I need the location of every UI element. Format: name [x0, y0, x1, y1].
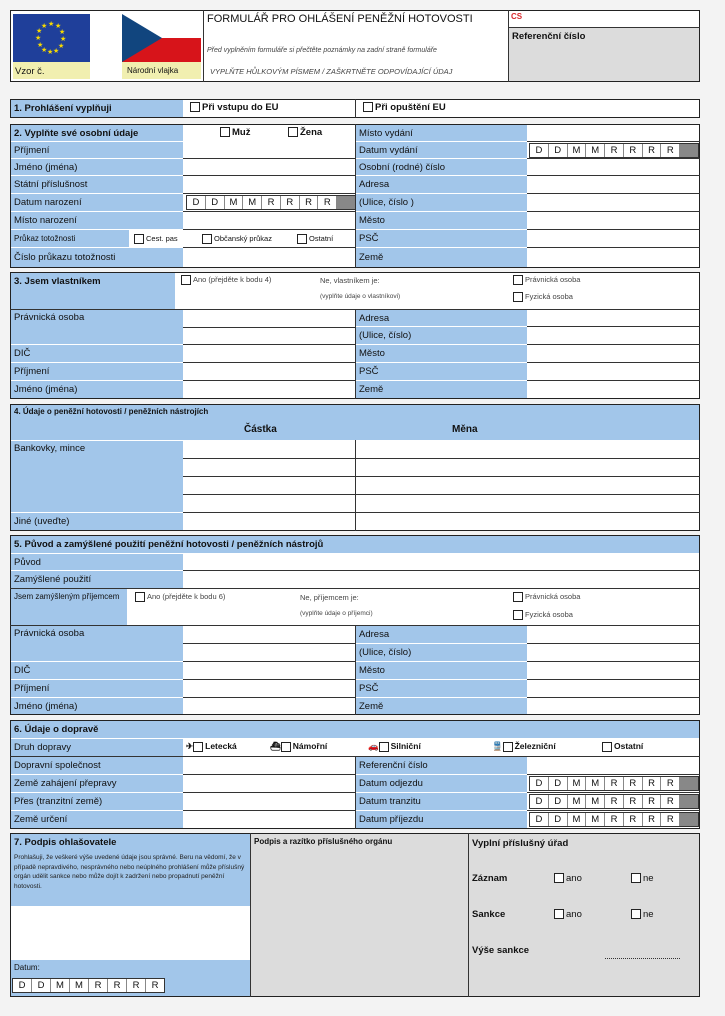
s4-amount-header: Částka	[244, 424, 277, 435]
note-read: Před vyplněním formuláře si přečtěte poznámky na zadní straně formuláře	[207, 47, 437, 54]
s2-issue-place-label: Místo vydání	[356, 125, 527, 141]
s7-sanction-amount-label: Výše sankce	[472, 945, 530, 956]
s3-yes-checkbox[interactable]	[181, 275, 191, 285]
s4-title: 4. Údaje o peněžní hotovosti / peněžních nástrojích	[14, 407, 209, 416]
s2-birthplace-label: Místo narození	[11, 212, 183, 229]
s6-start-country-label: Země zahájení přepravy	[11, 775, 183, 792]
s3-title: 3. Jsem vlastníkem	[11, 273, 175, 309]
road-checkbox[interactable]	[379, 742, 389, 752]
s5-firstname-label: Jméno (jména)	[11, 698, 183, 714]
sea-checkbox[interactable]	[281, 742, 291, 752]
other-transport-label: Ostatní	[614, 741, 644, 751]
signature-date-field[interactable]: D D M M R R R R	[12, 978, 165, 993]
s5-country-label: Země	[356, 698, 527, 714]
s5-legal-option[interactable]	[513, 592, 580, 602]
male-checkbox[interactable]	[220, 127, 230, 137]
s2-street-label: (Ulice, číslo )	[356, 194, 527, 211]
arrival-date-field[interactable]: D D M M R R R R	[529, 812, 699, 827]
s5-legal-checkbox[interactable]	[513, 592, 523, 602]
s5-dic-label: DIČ	[11, 662, 183, 679]
s7-date-label: Datum:	[14, 963, 40, 972]
svg-text:★: ★	[53, 47, 60, 55]
record-yes-option[interactable]	[554, 873, 582, 884]
s6-transport-label: Druh dopravy	[11, 739, 183, 756]
s5-legal-label: Právnická osoba	[525, 592, 581, 601]
s2-id-doc-label: Průkaz totožnosti	[11, 230, 129, 247]
plane-icon: ✈	[186, 741, 194, 751]
record-no-option[interactable]	[631, 873, 654, 884]
s2-country-label: Země	[356, 248, 527, 267]
eu-stars-icon	[13, 14, 90, 62]
s3-country-label: Země	[356, 381, 527, 398]
s2-city-label: Město	[356, 212, 527, 229]
svg-text:★: ★	[37, 41, 44, 49]
record-no-label: ne	[643, 873, 654, 884]
s2-issue-date-label: Datum vydání	[356, 142, 527, 158]
s5-no-hint: (vyplňte údaje o příjemci)	[300, 610, 373, 617]
obc-option[interactable]	[202, 234, 272, 244]
note-caps: VYPLŇTE HŮLKOVÝM PÍSMEM / ZAŠKRTNĚTE ODPOVÍDAJÍCÍ ÚDAJ	[210, 67, 453, 76]
s6-transit-date-label: Datum tranzitu	[356, 793, 527, 810]
s7-stamp-label: Podpis a razítko příslušného orgánu	[254, 837, 393, 846]
s3-firstname-label: Jméno (jména)	[11, 381, 183, 398]
s3-dic-label: DIČ	[11, 345, 183, 362]
sanction-yes-label: ano	[566, 909, 582, 920]
s5-zip-label: PSČ	[356, 680, 527, 697]
s3-surname-label: Příjmení	[11, 363, 183, 380]
obc-label: Občanský průkaz	[214, 234, 272, 243]
transit-date-field[interactable]: D D M M R R R R	[529, 794, 699, 809]
s5-recipient-label: Jsem zamýšleným příjemcem	[11, 589, 127, 625]
rail-checkbox[interactable]	[503, 742, 513, 752]
svg-text:★: ★	[58, 42, 65, 50]
svg-text:★: ★	[60, 35, 67, 43]
s5-natural-checkbox[interactable]	[513, 610, 523, 620]
s3-no-label: Ne, vlastníkem je:	[320, 276, 380, 285]
s1-opt2-label: Při opuštění EU	[375, 102, 446, 113]
s6-departure-label: Datum odjezdu	[356, 775, 527, 792]
road-option[interactable]	[368, 741, 421, 752]
s5-yes-label: Ano (přejděte k bodu 6)	[147, 592, 226, 601]
s6-dest-country-label: Země určení	[11, 811, 183, 828]
s3-natural-option[interactable]	[513, 292, 573, 302]
s7-sanction-label: Sankce	[472, 909, 506, 920]
s5-yes-option[interactable]	[135, 592, 225, 602]
svg-text:★: ★	[47, 48, 54, 56]
s5-surname-label: Příjmení	[11, 680, 183, 697]
s6-carrier-label: Dopravní společnost	[11, 757, 183, 774]
s7-declaration: Prohlašuji, že veškeré výše uvedené údaje jsou správné. Beru na vědomí, že v případě nepravdivého, nesprávného nebo neúplného prohlášení může příslušný orgán udělit sankce nebo může dojít k zadržení nebo propadnutí peněžní hotovosti.	[14, 854, 245, 890]
s3-legal-checkbox[interactable]	[513, 275, 523, 285]
czech-flag	[122, 14, 201, 62]
s5-title: 5. Původ a zamýšlené použití peněžní hotovosti / peněžních nástrojů	[11, 536, 699, 553]
air-label: Letecká	[205, 741, 237, 751]
sanction-yes-option[interactable]	[554, 909, 582, 920]
s3-city-label: Město	[356, 345, 527, 362]
entry-checkbox[interactable]	[190, 102, 200, 112]
s4-currency-header: Měna	[452, 424, 478, 435]
s7-office-label: Vyplní příslušný úřad	[472, 838, 569, 849]
s2-personal-no-label: Osobní (rodné) číslo	[356, 159, 527, 175]
s2-firstname-label: Jméno (jména)	[11, 159, 183, 175]
s7-title: 7. Podpis ohlašovatele	[14, 837, 117, 848]
s5-address-label: Adresa	[356, 626, 527, 643]
ref-label: Referenční číslo	[512, 31, 586, 42]
vlajka-label: Národní vlajka	[122, 62, 201, 79]
s1-entry-option[interactable]	[190, 102, 279, 113]
s5-no-label: Ne, příjemcem je:	[300, 593, 359, 602]
s5-street-label: (Ulice, číslo)	[356, 644, 527, 661]
air-option[interactable]	[186, 741, 237, 752]
gender-female[interactable]	[288, 127, 322, 138]
road-label: Silniční	[390, 741, 421, 751]
other-transport-checkbox[interactable]	[602, 742, 612, 752]
birth-date-field[interactable]: D D M M R R R R	[186, 195, 356, 210]
exit-checkbox[interactable]	[363, 102, 373, 112]
pas-checkbox[interactable]	[134, 234, 144, 244]
rail-option[interactable]	[492, 741, 556, 752]
s5-natural-option[interactable]	[513, 610, 573, 620]
s3-legal-label: Právnická osoba	[525, 275, 581, 284]
signature-field[interactable]	[11, 906, 250, 960]
form-title: FORMULÁŘ PRO OHLÁŠENÍ PENĚŽNÍ HOTOVOSTI	[207, 13, 473, 25]
s5-origin-label: Původ	[11, 554, 183, 570]
train-icon: 🚆	[492, 741, 503, 751]
s6-transit-country-label: Přes (tranzitní země)	[11, 793, 183, 810]
s6-title: 6. Údaje o dopravě	[11, 721, 699, 738]
female-checkbox[interactable]	[288, 127, 298, 137]
sanction-yes-checkbox[interactable]	[554, 909, 564, 919]
s1-title: 1. Prohlášení vyplňuji	[11, 100, 183, 117]
ost-option[interactable]	[297, 234, 333, 244]
svg-text:★: ★	[59, 28, 66, 36]
s5-use-label: Zamýšlené použití	[11, 571, 183, 588]
s7-record-label: Záznam	[472, 873, 508, 884]
pas-label: Cest. pas	[146, 234, 178, 243]
s5-city-label: Město	[356, 662, 527, 679]
czech-flag-icon	[122, 14, 201, 62]
s3-street-label: (Ulice, číslo)	[356, 327, 527, 344]
sanction-no-option[interactable]	[631, 909, 654, 920]
s5-yes-checkbox[interactable]	[135, 592, 145, 602]
svg-text:★: ★	[41, 22, 48, 30]
s3-legal-option[interactable]	[513, 275, 580, 285]
s5-legal-person-label: Právnická osoba	[11, 626, 183, 661]
s6-ref-label: Referenční číslo	[356, 757, 527, 774]
sea-option[interactable]	[270, 741, 327, 752]
male-label: Muž	[232, 127, 251, 138]
ship-icon: ⛴	[270, 741, 281, 751]
s2-address-label: Adresa	[356, 176, 527, 193]
s3-legal-person-label: Právnická osoba	[11, 310, 183, 344]
s4-other-label: Jiné (uveďte)	[11, 513, 183, 530]
svg-text:★: ★	[41, 46, 48, 54]
departure-date-field[interactable]: D D M M R R R R	[529, 776, 699, 791]
s4-notes-label: Bankovky, mince	[11, 441, 183, 512]
gender-male[interactable]	[220, 127, 250, 138]
eu-flag	[13, 14, 90, 62]
svg-text:★: ★	[35, 34, 42, 42]
s2-surname-label: Příjmení	[11, 142, 183, 158]
svg-text:★: ★	[48, 20, 55, 28]
sanction-no-checkbox[interactable]	[631, 909, 641, 919]
s2-id-number-label: Číslo průkazu totožnosti	[11, 248, 183, 267]
obc-checkbox[interactable]	[202, 234, 212, 244]
s6-arrival-label: Datum příjezdu	[356, 811, 527, 828]
sanction-amount-field[interactable]	[605, 958, 680, 959]
s3-yes-label: Ano (přejděte k bodu 4)	[193, 275, 272, 284]
s3-no-hint: (vyplňte údaje o vlastníkovi)	[320, 293, 401, 300]
other-transport-option[interactable]	[602, 741, 643, 752]
svg-text:★: ★	[36, 27, 43, 35]
ost-label: Ostatní	[309, 234, 334, 243]
record-no-checkbox[interactable]	[631, 873, 641, 883]
air-checkbox[interactable]	[193, 742, 203, 752]
sea-label: Námořní	[292, 741, 328, 751]
s3-natural-label: Fyzická osoba	[525, 292, 573, 301]
rail-label: Železniční	[514, 741, 556, 751]
s2-birthdate-label: Datum narození	[11, 194, 183, 211]
female-label: Žena	[300, 127, 323, 138]
vzor-label: Vzor č.	[13, 62, 90, 79]
sanction-no-label: ne	[643, 909, 654, 920]
record-yes-label: ano	[566, 873, 582, 884]
s1-opt1-label: Při vstupu do EU	[202, 102, 279, 113]
s2-nationality-label: Státní příslušnost	[11, 176, 183, 193]
car-icon: 🚗	[368, 741, 379, 751]
pas-option[interactable]	[134, 234, 178, 244]
s3-zip-label: PSČ	[356, 363, 527, 380]
s3-yes-option[interactable]	[181, 275, 271, 285]
lang-code: CS	[511, 12, 523, 21]
s2-zip-label: PSČ	[356, 230, 527, 247]
s3-natural-checkbox[interactable]	[513, 292, 523, 302]
s2-title: 2. Vyplňte své osobní údaje	[11, 125, 183, 141]
record-yes-checkbox[interactable]	[554, 873, 564, 883]
s5-natural-label: Fyzická osoba	[525, 610, 573, 619]
svg-text:★: ★	[55, 22, 62, 30]
s3-address-label: Adresa	[356, 310, 527, 326]
ost-checkbox[interactable]	[297, 234, 307, 244]
s1-exit-option[interactable]	[363, 102, 446, 113]
issue-date-field[interactable]: D D M M R R R R	[529, 143, 699, 158]
